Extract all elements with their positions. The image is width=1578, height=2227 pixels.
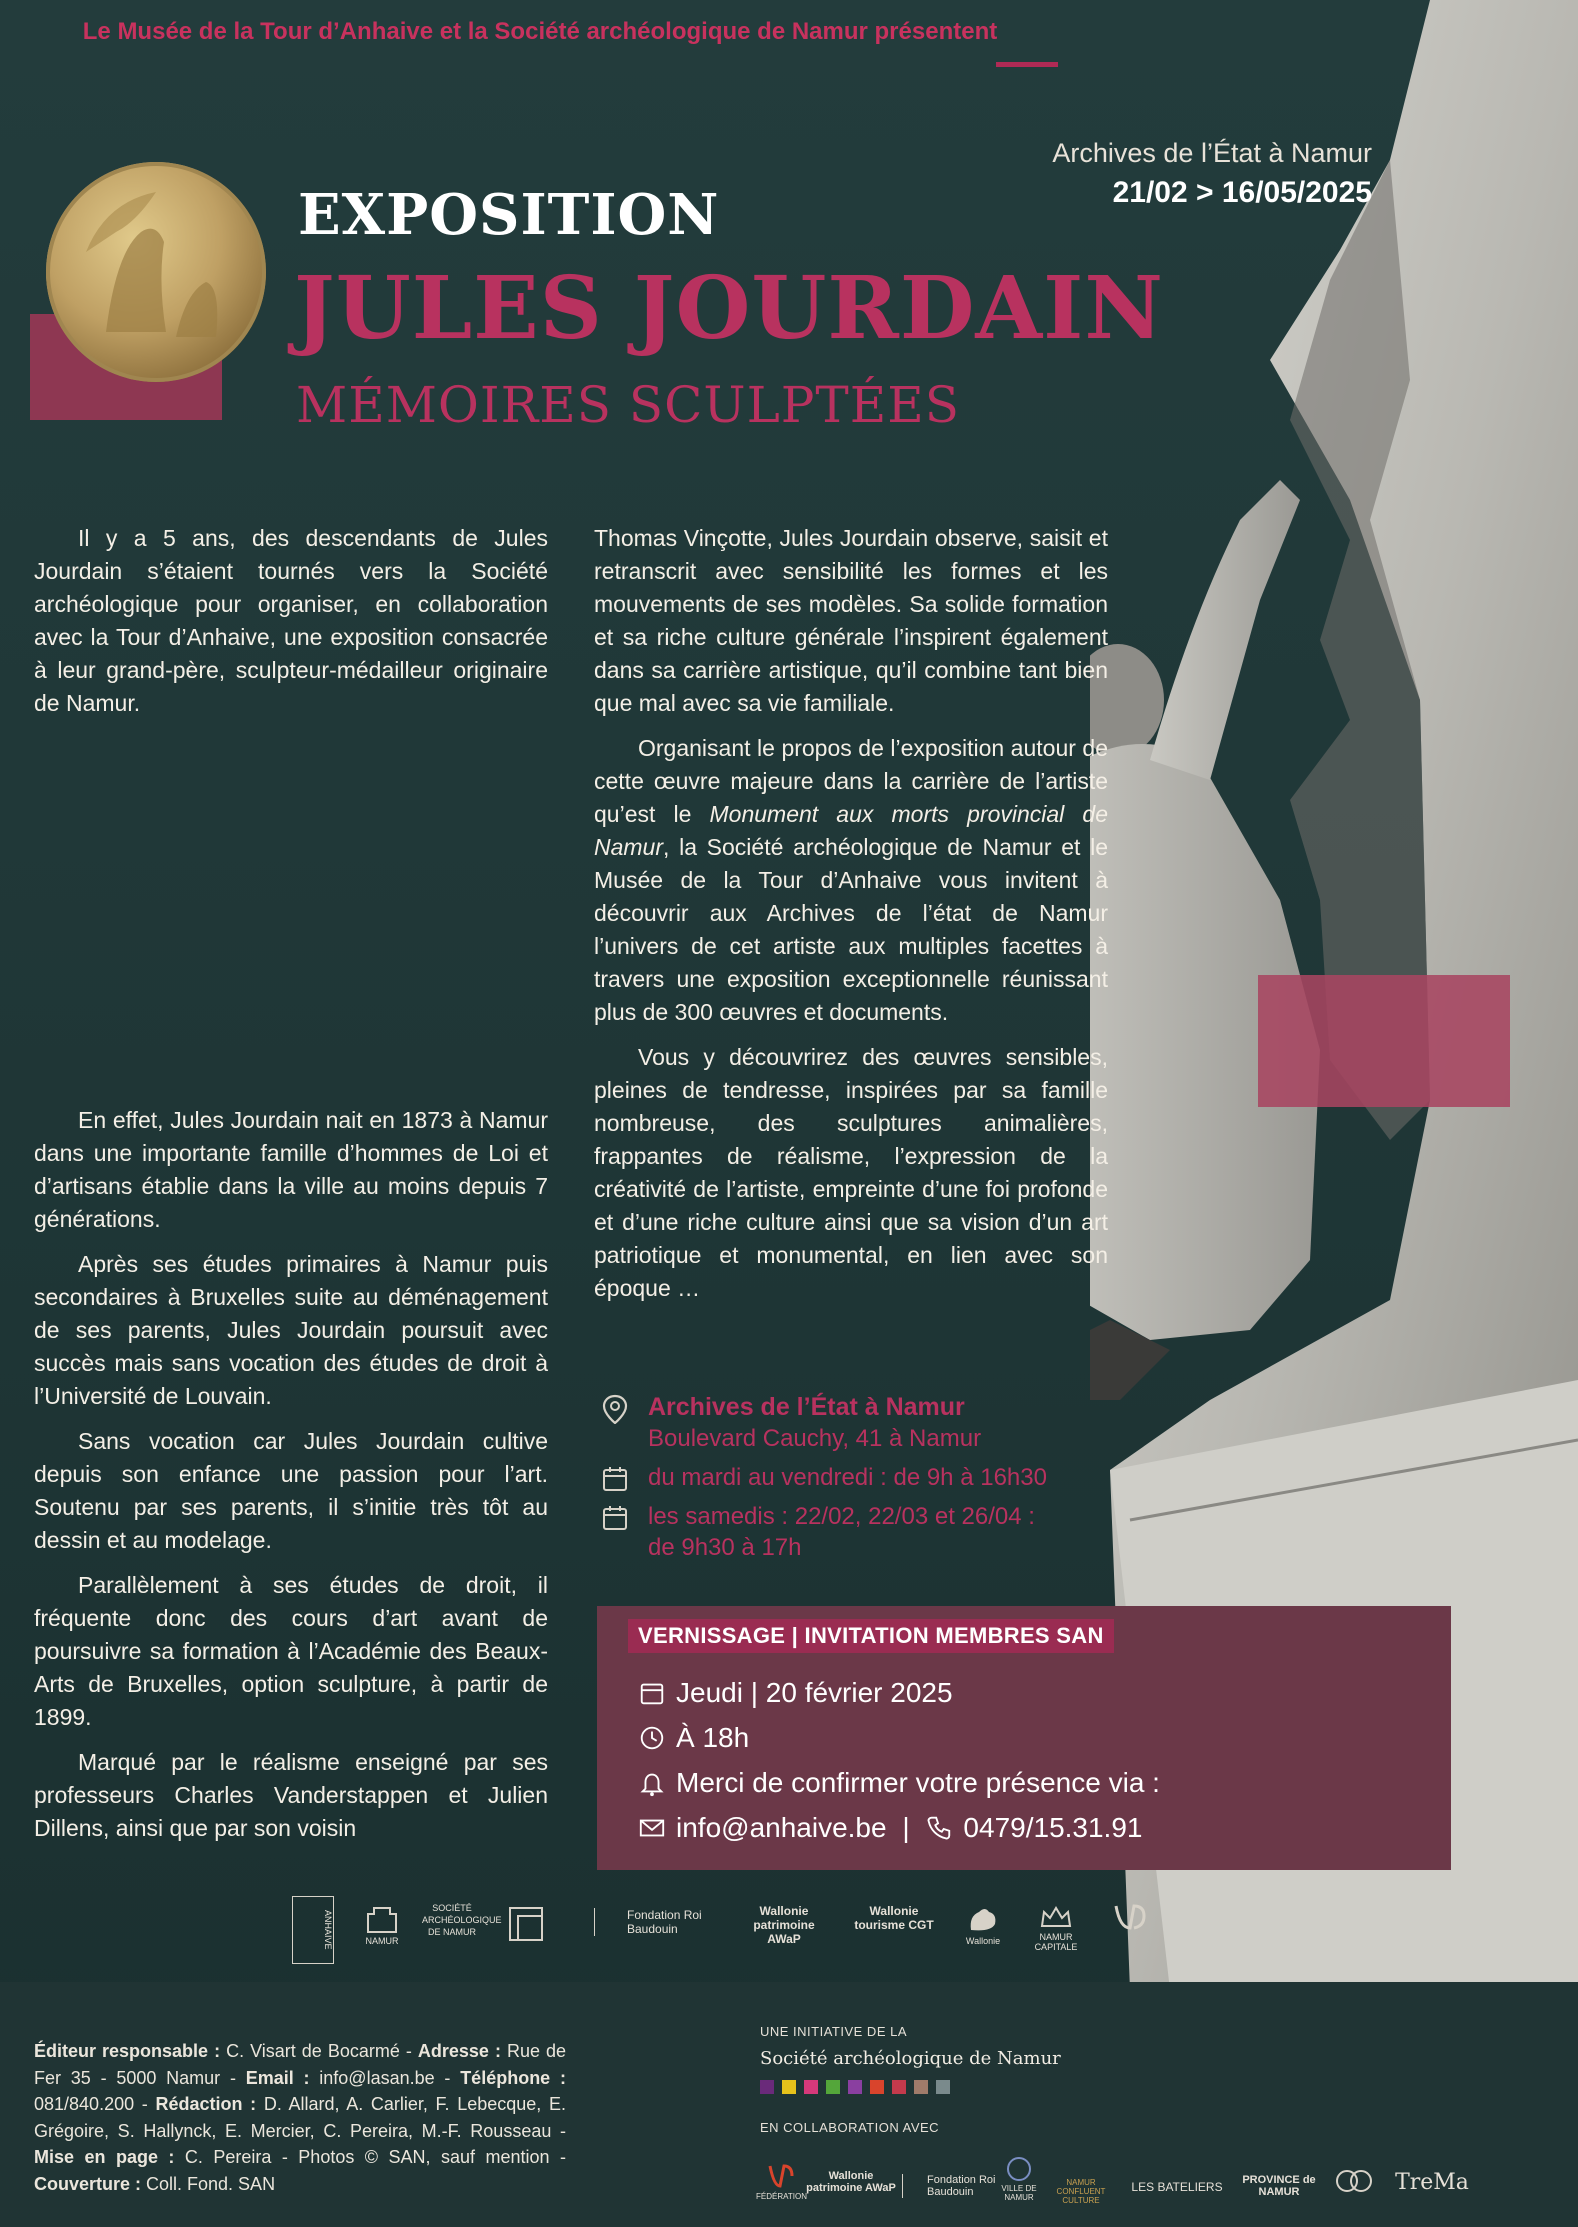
calendar-icon	[638, 1679, 666, 1707]
bell-icon	[638, 1769, 666, 1797]
bio-paragraph-3: Sans vocation car Jules Jourdain cultive depuis son enfance une passion pour l’art. Soutenu par ses parents, il s’initie très tôt au dessin et au modelage.	[34, 1428, 548, 1553]
continued-paragraph: Thomas Vinçotte, Jules Jourdain observe, saisit et retranscrit avec sensibilité les formes et les mouvements de ses modèles. Sa solide formation et sa riche culture générale l’inspirent également dans sa carrière artistique, qu’il combine tant bien que mal avec sa vie familiale.	[594, 525, 1108, 716]
location-address: Boulevard Cauchy, 41 à Namur	[648, 1425, 982, 1452]
confluent-culture-logo: NAMUR CONFLUENT CULTURE	[1056, 2178, 1106, 2205]
collaboration-label: EN COLLABORATION AVEC	[760, 2120, 940, 2135]
credit-label-editor: Éditeur responsable :	[34, 2041, 221, 2061]
colorful-mark-icon	[766, 2162, 796, 2190]
rings-icon	[1329, 2166, 1379, 2196]
calendar-icon	[600, 1464, 630, 1494]
color-swatches	[760, 2080, 958, 2094]
anhaive-logo: ANHAIVE	[292, 1896, 334, 1964]
sponsor-logo-strip	[292, 1896, 1252, 1966]
exhibition-paragraph-start: Organisant le propos de l’exposition autour de cette œuvre majeure dans la carrière de l’artiste qu’est le	[594, 735, 1108, 827]
crown-icon	[1038, 1904, 1074, 1930]
bateliers-logo: LES BATELIERS	[1131, 2180, 1223, 2194]
awap-partner-logo: Wallonie patrimoine AWaP	[806, 2170, 896, 2194]
namur-city-logo	[352, 1904, 412, 1946]
color-swatch	[870, 2080, 884, 2094]
circle-partner-logo	[1324, 2166, 1384, 2199]
namur-ville-label: VILLE DE NAMUR	[1001, 2184, 1037, 2202]
trema-logo: TreMa	[1395, 2170, 1469, 2195]
bio-paragraph-5: Marqué par le réalisme enseigné par ses professeurs Charles Vanderstappen et Julien Dillens, ainsi que par son voisin	[34, 1749, 548, 1841]
color-swatch	[848, 2080, 862, 2094]
contact-phone[interactable]: 0479/15.31.91	[963, 1812, 1143, 1843]
color-swatch	[914, 2080, 928, 2094]
intro-paragraph: Il y a 5 ans, des descendants de Jules Jourdain s’étaient tournés vers la Société archéologique pour organiser, en collaboration avec la Tour d’Anhaive, une exposition consacrée à leur grand-père, sculpteur-médailleur originaire de Namur.	[34, 525, 548, 716]
wallonie-label: Wallonie	[965, 1936, 1001, 1946]
credit-label-layout: Mise en page :	[34, 2147, 175, 2167]
cgt-logo: Wallonie tourisme CGT	[854, 1904, 934, 1932]
location-row	[600, 1392, 1160, 1454]
bio-paragraph-2: Après ses études primaires à Namur puis secondaires à Bruxelles suite au déménagement de ses parents, Jules Jourdain poursuit avec succès mais sans vocation des études de droit à l’Université de Louvain.	[34, 1251, 548, 1409]
color-swatch	[936, 2080, 950, 2094]
venue-name: Archives de l’État à Namur	[1052, 138, 1372, 168]
monument-title: Monument aux morts provincial de Namur	[594, 801, 1108, 860]
intro-column	[34, 522, 548, 732]
credit-value-phone: 081/840.200 -	[34, 2094, 156, 2114]
saturday-dates: les samedis : 22/02, 22/03 et 26/04 :	[648, 1503, 1035, 1530]
location-pin-icon	[600, 1394, 630, 1424]
practical-info	[600, 1392, 1160, 1563]
nested-squares-icon	[508, 1906, 544, 1942]
initiative-org: Société archéologique de Namur	[760, 2048, 1061, 2069]
exhibition-dates: 21/02 > 16/05/2025	[1112, 176, 1372, 209]
vernissage-title: VERNISSAGE | INVITATION MEMBRES SAN	[628, 1619, 1114, 1653]
vernissage-confirm-row	[638, 1767, 1160, 1799]
san-logo: SOCIÉTÉ ARCHÉOLOGIQUE DE NAMUR	[422, 1903, 502, 1937]
discover-paragraph: Vous y découvrirez des œuvres sensibles, pleines de tendresse, inspirées par sa famille nombreuse, des sculptures animalières, frappantes de réalisme, l’expression de la créativité de l’artiste, empreinte d’une foi profonde et d’une riche culture ainsi que sa vision d’un art patriotique et monumental, en lien avec son époque …	[594, 1044, 1108, 1301]
initiative-label: UNE INITIATIVE DE LA	[760, 2024, 908, 2039]
exhibition-kicker: EXPOSITION	[298, 182, 720, 248]
credit-value-layout: C. Pereira - Photos © SAN, sauf mention -	[174, 2147, 566, 2167]
federation-mark-icon	[1110, 1898, 1154, 1938]
contact-separator: |	[902, 1812, 910, 1843]
biography-column	[34, 1104, 548, 1857]
color-swatch	[892, 2080, 906, 2094]
credit-label-cover: Couverture :	[34, 2173, 142, 2194]
bronze-medal-image	[46, 162, 266, 382]
namur-ville-logo	[994, 2156, 1044, 2202]
roi-baudouin-partner-logo: Fondation Roi Baudouin	[902, 2174, 1017, 2198]
credit-value-email: info@lasan.be -	[309, 2067, 461, 2088]
awap-logo: Wallonie patrimoine AWaP	[753, 1904, 815, 1946]
bio-paragraph-4: Parallèlement à ses études de droit, il fréquente donc des cours d’art avant de poursuivre sa formation à l’Académie des Beaux-Arts de Bruxelles, option sculpture, à partir de 1899.	[34, 1572, 548, 1730]
namur-capitale-logo	[1026, 1904, 1086, 1952]
credit-value-cover: Coll. Fond. SAN	[141, 2173, 276, 2194]
vernissage-date: Jeudi | 20 février 2025	[676, 1677, 953, 1708]
header-rule	[996, 62, 1058, 67]
city-seal-icon	[1004, 2156, 1034, 2182]
presenters-line: Le Musée de la Tour d’Anhaive et la Société archéologique de Namur présentent	[82, 18, 998, 45]
credit-value-writing: D. Allard, A. Carlier, F. Lebecque, E. Grégoire, S. Hallynck, E. Mercier, C. Pereira, M.-F. Rousseau -	[34, 2094, 566, 2141]
artist-name-title: JULES JOURDAIN	[294, 258, 1164, 359]
exhibition-subtitle: MÉMOIRES SCULPTÉES	[296, 376, 961, 434]
namur-capitale-label: NAMUR CAPITALE	[1034, 1932, 1078, 1952]
clock-icon	[638, 1724, 666, 1752]
vernissage-contact-row	[638, 1812, 1142, 1844]
exhibition-paragraph-end: , la Société archéologique de Namur et le Musée de la Tour d’Anhaive vous invitent à découvrir aux Archives de l’état de Namur l’univers de cet artiste aux multiples facettes à travers une exposition exceptionnelle réunissant plus de 300 œuvres et documents.	[594, 834, 1108, 1025]
photo-accent-block	[1258, 975, 1510, 1107]
credit-label-email: Email :	[245, 2067, 310, 2088]
calendar-icon	[600, 1503, 630, 1533]
color-swatch	[826, 2080, 840, 2094]
envelope-icon	[638, 1814, 666, 1842]
rooster-icon	[965, 1904, 1001, 1934]
bio-paragraph-1: En effet, Jules Jourdain nait en 1873 à Namur dans une importante famille d’hommes de Loi et d’artisans établie dans la ville au moins depuis 7 générations.	[34, 1107, 548, 1232]
federation-partner-logo	[756, 2162, 806, 2201]
square-logo	[506, 1906, 546, 1945]
roi-baudouin-logo: Fondation Roi Baudouin	[594, 1908, 717, 1936]
color-swatch	[760, 2080, 774, 2094]
credit-value-editor: C. Visart de Bocarmé -	[220, 2041, 418, 2061]
credit-label-writing: Rédaction :	[155, 2094, 257, 2114]
vernissage-date-row	[638, 1677, 953, 1709]
federation-logo	[1104, 1898, 1160, 1941]
vernissage-time-row	[638, 1722, 749, 1754]
namur-city-label: NAMUR	[365, 1936, 399, 1946]
contact-email[interactable]: info@anhaive.be	[676, 1812, 887, 1843]
vernissage-confirm-text: Merci de confirmer votre présence via :	[676, 1767, 1160, 1798]
editorial-credits	[34, 2038, 566, 2197]
credit-label-phone: Téléphone :	[460, 2067, 566, 2088]
phone-icon	[925, 1814, 953, 1842]
location-name: Archives de l’État à Namur	[648, 1393, 965, 1421]
exhibition-paragraph	[594, 732, 1108, 1029]
color-swatch	[804, 2080, 818, 2094]
federation-partner-label: FÉDÉRATION	[756, 2192, 807, 2201]
vernissage-time: À 18h	[676, 1722, 750, 1753]
weekday-hours-row	[600, 1462, 1160, 1493]
saturday-hours: de 9h30 à 17h	[648, 1534, 802, 1561]
exhibition-column	[594, 522, 1108, 1317]
castle-icon	[364, 1904, 400, 1934]
saturday-hours-row	[600, 1501, 1160, 1563]
credit-value-address: Rue de Fer 35 - 5000 Namur -	[34, 2041, 567, 2088]
credit-label-address: Adresse :	[417, 2041, 501, 2061]
partner-logo-strip	[756, 2156, 1516, 2216]
wallonie-logo	[958, 1904, 1008, 1946]
province-namur-logo: PROVINCE de NAMUR	[1242, 2174, 1316, 2198]
weekday-hours: du mardi au vendredi : de 9h à 16h30	[648, 1464, 1047, 1491]
color-swatch	[782, 2080, 796, 2094]
